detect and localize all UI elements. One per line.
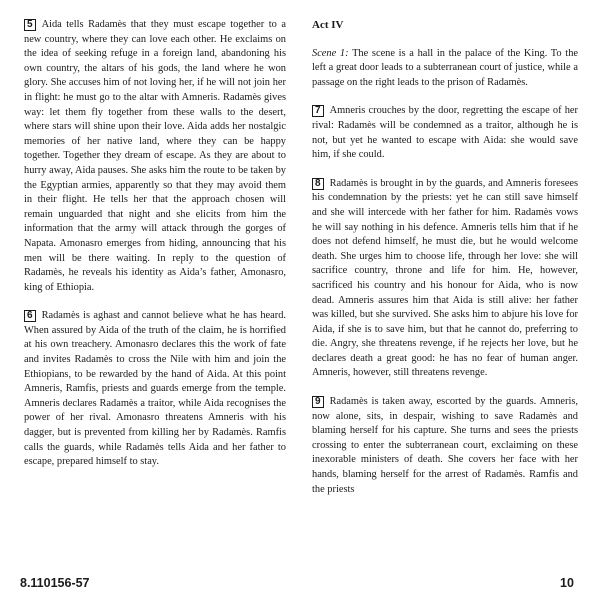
paragraph-6-text: Radamès is aghast and cannot believe what he has heard. When assured by Aida of the truth of the claim, he is horrified at his own treachery. Amonasro declares this the work of fate and invites Radamès to cross the Nile with him and join the Ethiopians, to be rewarded by the hand of Aida. At this point Amneris, Ramfis, priests and guards emerge from the temple. Amneris declares Radamès a traitor, while Aida recognises the power of her rival. Amonasro threatens Amneris with his dagger, but is prevented from killing her by Radamès. Ramfis calls the guards, while Radamès tells Aida and her father to escape, prepared himself to stay. — [24, 310, 286, 468]
left-column — [24, 18, 286, 484]
track-number-9: 9 — [312, 396, 324, 408]
track-number-7: 7 — [312, 105, 324, 117]
paragraph-9-text: Radamès is taken away, escorted by the guards. Amneris, now alone, sits, in despair, wishing to save Radamès and blaming herself for his capture. She turns and sees the priests crossing to enter the subterranean court, exclaiming on these inexorable ministers of death. She covers her face with her hands, blaming herself for the arrest of Radamès. Ramfis and the priests — [312, 396, 578, 495]
right-column — [312, 18, 578, 511]
scene-label: Scene 1: — [312, 47, 349, 59]
track-number-6: 6 — [24, 310, 36, 322]
paragraph-7-text: Amneris crouches by the door, regretting the escape of her rival: Radamès will be condemned as a traitor, although he is not, but yet he wanted to escape with Aida: she would save him, if she could. — [312, 105, 578, 161]
synopsis-paragraph-7 — [312, 104, 578, 162]
catalog-number: 8.110156-57 — [20, 576, 90, 590]
scene-description — [312, 47, 578, 91]
page-number: 10 — [560, 576, 574, 590]
synopsis-paragraph-5 — [24, 18, 286, 295]
synopsis-paragraph-9 — [312, 395, 578, 497]
paragraph-5-text: Aida tells Radamès that they must escape together to a new country, where they can love each other. He exclaims on the idea of seeking refuge in a foreign land, abandoning his own country, the altars of his gods, the land where he won glory. She accuses him of not loving her, if he will not join her in flight: he must go to the altar with Amneris. Radamès gives way: let them fly together from these walls to the desert, where stars will shine upon their love. Aida adds her nostalgic memories of her native land, where they can be happy together. Together they dream of escape. As they are about to hurry away, Aida pauses. She asks him the route to be taken by the Egyptian armies, apparently so that they may avoid them in their flight. He tells her that the approach chosen will remain unguarded that night and she elicits from him the information that the army will attack through the gorges of Napata. Amonasro emerges from hiding, announcing that his men will be there waiting. In reply to the question of Radamès, he reveals his identity as Aida’s father, Amonasro, king of Ethiopia. — [24, 19, 286, 293]
synopsis-paragraph-8 — [312, 177, 578, 381]
track-number-8: 8 — [312, 178, 324, 190]
synopsis-paragraph-6 — [24, 309, 286, 470]
act-heading: Act IV — [312, 19, 344, 31]
track-number-5: 5 — [24, 19, 36, 31]
paragraph-8-text: Radamès is brought in by the guards, and Amneris foresees his condemnation by the priests: yet he can still save himself and she will intercede with her father for him. Radamès vows he will say nothing in his defence. Amneris tells him that if he does not defend himself, he must die, but he would welcome death. She urges him to choose life, through her love: she will sacrifice country, throne and life for him. He, however, sacrificed his country and his honour for Aida, who is now dead. Amneris assures him that Aida is still alive: her father was killed, but she survived. She asks him to abjure his love for Aida, if she is to save him, but that he cannot do, preferring to die. Angry, she threatens revenge, if he rejects her love, but he declares death a great good: he has no fear of human anger. Amneris, however, still threatens revenge. — [312, 177, 578, 379]
scene-text: The scene is a hall in the palace of the King. To the left a great door leads to a subterranean court of justice, while a passage on the right leads to the prison of Radamès. — [312, 47, 578, 88]
